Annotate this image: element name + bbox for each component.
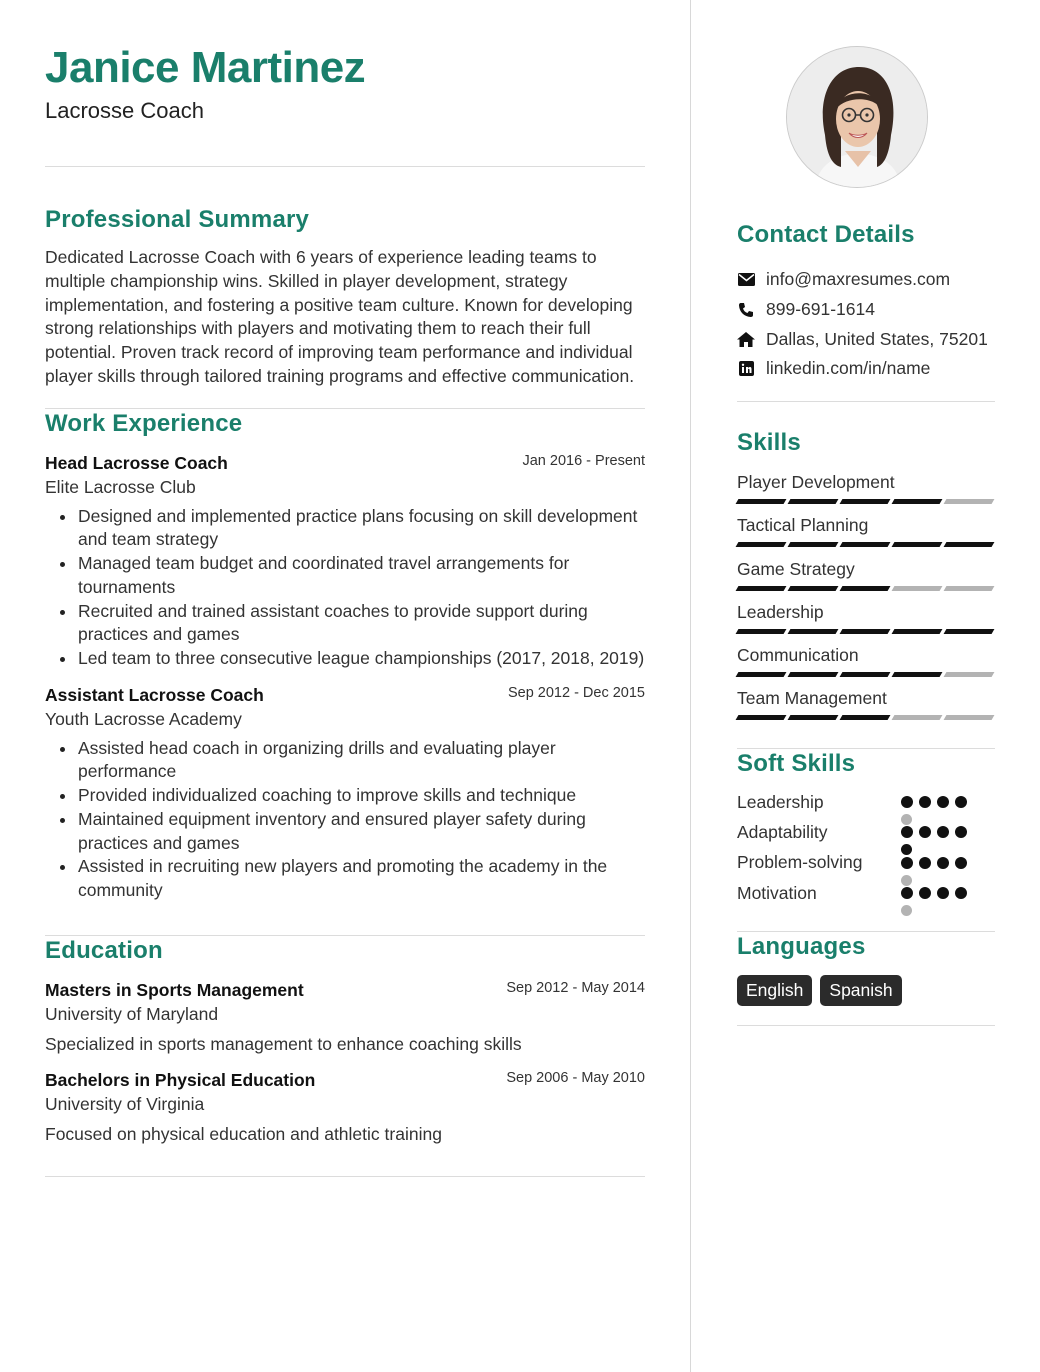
job-bullet: Managed team budget and coordinated travel arrangements for tournaments (45, 552, 645, 599)
skill-segment-filled (736, 715, 787, 720)
soft-skill-name: Adaptability (737, 821, 828, 842)
rating-dot-filled (937, 887, 949, 899)
skill-segment-empty (944, 715, 995, 720)
job-bullet: Led team to three consecutive league championships (2017, 2018, 2019) (45, 647, 645, 671)
skill-segment-filled (892, 672, 943, 677)
skill-name: Team Management (737, 688, 887, 709)
skill-name: Game Strategy (737, 558, 855, 579)
rating-dot-filled (919, 796, 931, 808)
job-entry (45, 683, 645, 903)
skill-segment-filled (892, 629, 943, 634)
skill-name: Tactical Planning (737, 515, 869, 536)
envelope-icon (737, 271, 755, 289)
soft-skill-rating (901, 825, 973, 839)
soft-skill-name: Leadership (737, 791, 824, 812)
divider (45, 166, 645, 167)
contact-title: Contact Details (737, 221, 915, 248)
skill-level-bar (737, 542, 995, 547)
skill-level-bar (737, 499, 995, 504)
job-date: Jan 2016 - Present (522, 452, 645, 469)
language-pill: English (737, 975, 812, 1006)
job-bullet: Assisted head coach in organizing drills and evaluating player performance (45, 737, 645, 784)
soft-skill-name: Motivation (737, 882, 817, 903)
column-divider (690, 0, 691, 1372)
education-entry (45, 978, 645, 1056)
divider (737, 1025, 995, 1026)
skill-segment-filled (892, 542, 943, 547)
skill-name: Communication (737, 645, 859, 666)
rating-dot-filled (919, 826, 931, 838)
skill-level-bar (737, 715, 995, 720)
skill-segment-filled (840, 499, 891, 504)
job-bullets (45, 737, 645, 903)
skill-segment-empty (892, 586, 943, 591)
main-column (45, 40, 645, 1177)
contact-linkedin-text: linkedin.com/in/name (766, 358, 931, 379)
skill-segment-filled (736, 629, 787, 634)
soft-skill-rating (901, 795, 973, 809)
job-date: Sep 2012 - Dec 2015 (507, 684, 645, 701)
education-description: Specialized in sports management to enhance coaching skills (45, 1033, 522, 1054)
skill-segment-filled (840, 715, 891, 720)
phone-icon (737, 301, 755, 319)
contact-list (737, 265, 995, 384)
profile-photo-image (787, 47, 928, 188)
soft-skill-item (737, 817, 995, 847)
skill-segment-empty (944, 499, 995, 504)
rating-dot-filled (901, 826, 913, 838)
divider (45, 1176, 645, 1177)
skill-item (737, 558, 995, 601)
profile-photo (786, 46, 928, 188)
rating-dot-empty (901, 905, 912, 916)
job-bullet: Recruited and trained assistant coaches to provide support during practices and games (45, 600, 645, 647)
job-bullets (45, 505, 645, 671)
skill-segment-filled (736, 542, 787, 547)
languages-title: Languages (737, 933, 866, 960)
education-title: Education (45, 936, 163, 964)
skill-item (737, 687, 995, 730)
skill-segment-filled (788, 629, 839, 634)
rating-dot-filled (955, 796, 967, 808)
candidate-name: Janice Martinez (45, 43, 366, 92)
rating-dot-filled (937, 857, 949, 869)
skills-list (737, 471, 995, 731)
education-entry (45, 1068, 645, 1146)
rating-dot-filled (901, 887, 913, 899)
skill-segment-filled (892, 499, 943, 504)
skill-level-bar (737, 586, 995, 591)
school-name: University of Maryland (45, 1003, 219, 1024)
skill-segment-filled (788, 715, 839, 720)
education-description: Focused on physical education and athletic training (45, 1123, 442, 1144)
job-organization: Youth Lacrosse Academy (45, 708, 242, 729)
language-pill: Spanish (820, 975, 901, 1006)
skill-name: Player Development (737, 472, 895, 492)
skill-segment-empty (944, 672, 995, 677)
skill-segment-empty (892, 715, 943, 720)
skills-title: Skills (737, 429, 801, 456)
divider (737, 401, 995, 402)
soft-skill-item (737, 848, 995, 878)
skill-segment-empty (944, 586, 995, 591)
job-bullet: Maintained equipment inventory and ensured player safety during practices and games (45, 808, 645, 855)
soft-skill-rating (901, 886, 973, 900)
skill-segment-filled (736, 672, 787, 677)
contact-email[interactable] (737, 265, 995, 295)
linkedin-icon (737, 360, 755, 378)
rating-dot-filled (901, 796, 913, 808)
skill-level-bar (737, 629, 995, 634)
job-entry (45, 451, 645, 671)
skill-segment-filled (736, 586, 787, 591)
skill-segment-filled (788, 499, 839, 504)
school-name: University of Virginia (45, 1093, 205, 1114)
soft-skills-list (737, 787, 995, 908)
degree-title: Bachelors in Physical Education (45, 1069, 316, 1090)
skill-item (737, 471, 995, 514)
skill-segment-filled (840, 629, 891, 634)
degree-title: Masters in Sports Management (45, 979, 304, 1000)
rating-dot-filled (955, 857, 967, 869)
rating-dot-filled (937, 796, 949, 808)
skill-name: Leadership (737, 601, 824, 622)
rating-dot-filled (919, 857, 931, 869)
candidate-role: Lacrosse Coach (45, 98, 204, 123)
education-date: Sep 2012 - May 2014 (506, 979, 645, 996)
rating-dot-filled (955, 887, 967, 899)
soft-skill-item (737, 878, 995, 908)
soft-skills-title: Soft Skills (737, 750, 856, 777)
skill-item (737, 601, 995, 644)
contact-linkedin[interactable] (737, 354, 995, 384)
soft-skill-item (737, 787, 995, 817)
job-bullet: Assisted in recruiting new players and promoting the academy in the community (45, 855, 645, 902)
summary-text: Dedicated Lacrosse Coach with 6 years of experience leading teams to multiple championship wins. Skilled in player development, strategy implementation, and fostering a positive team culture. Known for developing strong relationships with players and motivating them to reach their full potential. Proven track record of improving team performance and individual player skills through tailored training programs and effective communication. (45, 247, 635, 386)
skill-level-bar (737, 672, 995, 677)
home-icon (737, 330, 755, 348)
contact-phone-text: 899-691-1614 (766, 299, 875, 320)
rating-dot-filled (919, 887, 931, 899)
skill-segment-filled (840, 586, 891, 591)
summary-title: Professional Summary (45, 206, 310, 233)
skill-segment-filled (788, 542, 839, 547)
soft-skill-name: Problem-solving (737, 852, 863, 873)
job-title: Head Lacrosse Coach (45, 452, 228, 473)
skill-segment-filled (944, 542, 995, 547)
skill-segment-filled (736, 499, 787, 504)
experience-title: Work Experience (45, 409, 243, 437)
skill-item (737, 644, 995, 687)
job-bullet: Provided individualized coaching to improve skills and technique (45, 784, 645, 808)
contact-address-text: Dallas, United States, 75201 (766, 328, 988, 349)
skill-item (737, 514, 995, 557)
job-bullet: Designed and implemented practice plans focusing on skill development and team strategy (45, 505, 645, 552)
skill-segment-filled (944, 629, 995, 634)
job-organization: Elite Lacrosse Club (45, 476, 196, 497)
soft-skill-rating (901, 856, 973, 870)
languages-list (737, 975, 902, 1006)
skill-segment-filled (840, 672, 891, 677)
skill-segment-filled (840, 542, 891, 547)
skill-segment-filled (788, 672, 839, 677)
contact-phone[interactable] (737, 295, 995, 325)
job-title: Assistant Lacrosse Coach (45, 684, 264, 705)
rating-dot-filled (937, 826, 949, 838)
skill-segment-filled (788, 586, 839, 591)
contact-address (737, 324, 995, 354)
education-date: Sep 2006 - May 2010 (506, 1069, 645, 1086)
rating-dot-filled (955, 826, 967, 838)
contact-email-text: info@maxresumes.com (766, 269, 951, 290)
rating-dot-filled (901, 857, 913, 869)
